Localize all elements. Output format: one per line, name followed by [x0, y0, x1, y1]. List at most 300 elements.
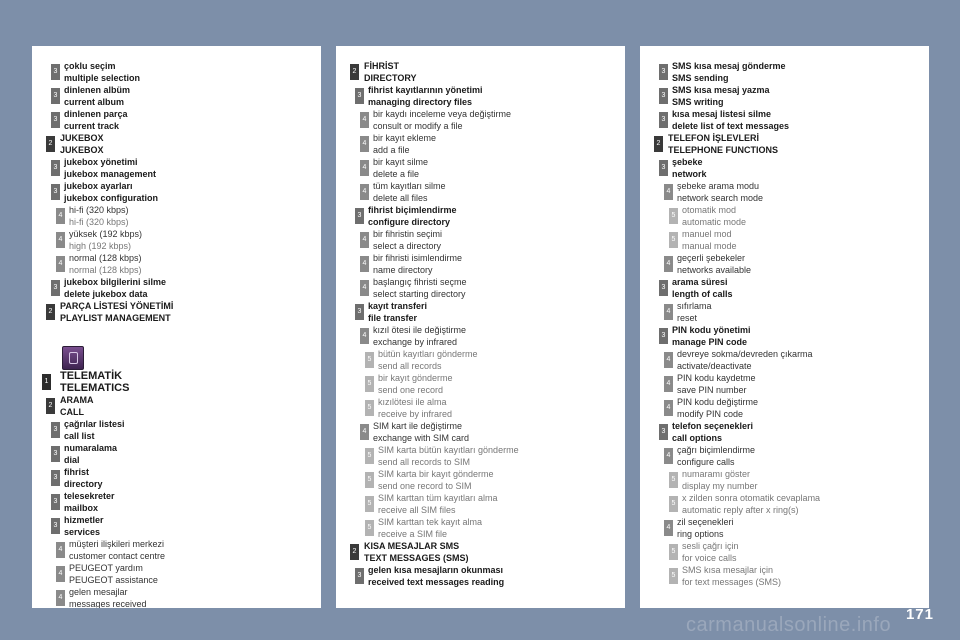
entry-label-en: SMS writing: [672, 97, 724, 107]
entry-label-tr: yüksek (192 kbps): [69, 229, 143, 239]
entry-text: [682, 540, 929, 564]
entry-text: [672, 420, 929, 444]
menu-entry: [32, 204, 321, 228]
entry-label-en: add a file: [373, 145, 410, 155]
entry-text: [672, 60, 929, 84]
menu-entry: [640, 372, 929, 396]
entry-text: [64, 418, 321, 442]
level-badge: 3: [51, 518, 60, 534]
entry-label-tr: PIN kodu kaydetme: [677, 373, 756, 383]
entry-label-tr: KISA MESAJLAR SMS: [364, 541, 460, 551]
entry-text: [378, 372, 625, 396]
menu-entry: [640, 300, 929, 324]
entry-label-en: SMS sending: [672, 73, 729, 83]
entry-label-tr: zil seçenekleri: [677, 517, 734, 527]
level-badge: 3: [51, 184, 60, 200]
level-badge: 4: [360, 184, 369, 200]
entry-label-en: save PIN number: [677, 385, 747, 395]
menu-entry: [336, 492, 625, 516]
entry-label-tr: PIN kodu yönetimi: [672, 325, 751, 335]
entry-label-tr: SMS kısa mesaj gönderme: [672, 61, 786, 71]
entry-label-en: received text messages reading: [368, 577, 505, 587]
entry-label-en: current album: [64, 97, 125, 107]
entry-label-tr: FİHRİST: [364, 61, 399, 71]
entry-label-en: JUKEBOX: [60, 145, 104, 155]
menu-entry: [640, 156, 929, 180]
menu-entry: [336, 444, 625, 468]
entry-text: [69, 586, 321, 608]
entry-label-tr: bütün kayıtları gönderme: [378, 349, 478, 359]
entry-label-en: network: [672, 169, 707, 179]
entry-label-tr: kızıl ötesi ile değiştirme: [373, 325, 467, 335]
entry-label-en: PEUGEOT assistance: [69, 575, 158, 585]
level-badge: 4: [664, 256, 673, 272]
level-badge: 3: [51, 494, 60, 510]
level-badge: 4: [360, 112, 369, 128]
entry-text: [378, 492, 625, 516]
menu-column-3: [640, 46, 929, 608]
menu-entry: [32, 394, 321, 418]
entry-label-en: configure directory: [368, 217, 451, 227]
entry-text: [69, 538, 321, 562]
entry-label-en: activate/deactivate: [677, 361, 752, 371]
entry-label-en: customer contact centre: [69, 551, 166, 561]
entry-text: [677, 516, 929, 540]
entry-text: [60, 394, 321, 418]
level-badge: 3: [659, 112, 668, 128]
entry-label-en: exchange by infrared: [373, 337, 458, 347]
entry-text: [373, 228, 625, 252]
entry-label-en: PLAYLIST MANAGEMENT: [60, 313, 171, 323]
entry-label-tr: bir kayıt gönderme: [378, 373, 453, 383]
menu-entry: [32, 370, 321, 394]
entry-label-tr: bir fihristi isimlendirme: [373, 253, 463, 263]
level-badge: 4: [664, 400, 673, 416]
entry-label-en: automatic mode: [682, 217, 747, 227]
menu-entry: [32, 180, 321, 204]
entry-label-tr: numaramı göster: [682, 469, 751, 479]
entry-label-en: for text messages (SMS): [682, 577, 782, 587]
entry-label-tr: kayıt transferi: [368, 301, 428, 311]
menu-entry: [336, 60, 625, 84]
menu-entry: [336, 132, 625, 156]
entry-label-en: send all records to SIM: [378, 457, 471, 467]
level-badge: 4: [56, 590, 65, 606]
level-badge: 3: [659, 424, 668, 440]
entry-label-en: TELEPHONE FUNCTIONS: [668, 145, 779, 155]
entry-label-en: consult or modify a file: [373, 121, 463, 131]
menu-entry: [336, 276, 625, 300]
entry-label-tr: jukebox bilgilerini silme: [64, 277, 167, 287]
level-badge: 3: [355, 304, 364, 320]
entry-label-tr: x zilden sonra otomatik cevaplama: [682, 493, 821, 503]
entry-label-en: jukebox configuration: [64, 193, 159, 203]
menu-entry: [336, 300, 625, 324]
menu-entry: [32, 442, 321, 466]
entry-label-tr: PEUGEOT yardım: [69, 563, 143, 573]
entry-label-tr: bir kaydı inceleme veya değiştirme: [373, 109, 512, 119]
level-badge: 1: [42, 374, 51, 390]
entry-label-en: call list: [64, 431, 95, 441]
entry-label-en: select a directory: [373, 241, 442, 251]
entry-text: [677, 300, 929, 324]
entry-label-en: hi-fi (320 kbps): [69, 217, 129, 227]
entry-label-en: send all records: [378, 361, 442, 371]
menu-entry: [32, 562, 321, 586]
level-badge: 5: [365, 376, 374, 392]
entry-label-en: length of calls: [672, 289, 733, 299]
entry-text: [677, 180, 929, 204]
menu-entry: [32, 108, 321, 132]
entry-label-tr: PIN kodu değiştirme: [677, 397, 759, 407]
entry-label-tr: telesekreter: [64, 491, 115, 501]
level-badge: 2: [46, 304, 55, 320]
entry-text: [60, 300, 321, 324]
entry-label-tr: manuel mod: [682, 229, 732, 239]
entry-label-en: CALL: [60, 407, 84, 417]
level-badge: 4: [56, 256, 65, 272]
entry-text: [682, 204, 929, 228]
entry-text: [64, 442, 321, 466]
entry-label-tr: fihrist kayıtlarının yönetimi: [368, 85, 483, 95]
entry-label-tr: hi-fi (320 kbps): [69, 205, 129, 215]
entry-label-en: delete a file: [373, 169, 420, 179]
entry-label-en: configure calls: [677, 457, 735, 467]
entry-label-tr: geçerli şebekeler: [677, 253, 746, 263]
entry-label-tr: otomatik mod: [682, 205, 737, 215]
entry-text: [368, 564, 625, 588]
entry-text: [682, 492, 929, 516]
level-badge: 4: [664, 304, 673, 320]
level-badge: 3: [659, 160, 668, 176]
menu-entry: [640, 324, 929, 348]
menu-entry: [32, 514, 321, 538]
level-badge: 5: [365, 520, 374, 536]
entry-label-tr: müşteri ilişkileri merkezi: [69, 539, 165, 549]
entry-label-tr: SIM karttan tüm kayıtları alma: [378, 493, 498, 503]
level-badge: 3: [355, 208, 364, 224]
entry-label-tr: çağrılar listesi: [64, 419, 125, 429]
level-badge: 3: [659, 88, 668, 104]
entry-label-tr: bir kayıt silme: [373, 157, 429, 167]
entry-text: [373, 324, 625, 348]
entry-text: [672, 324, 929, 348]
entry-text: [378, 468, 625, 492]
entry-text: [378, 444, 625, 468]
level-badge: 5: [669, 544, 678, 560]
section-gap: [32, 324, 321, 370]
level-badge: 5: [669, 232, 678, 248]
entry-text: [677, 372, 929, 396]
menu-entry: [336, 420, 625, 444]
entry-label-tr: başlangıç fihristi seçme: [373, 277, 467, 287]
entry-label-en: send one record to SIM: [378, 481, 472, 491]
entry-text: [364, 540, 625, 564]
entry-text: [64, 276, 321, 300]
menu-entry: [32, 300, 321, 324]
entry-text: [368, 204, 625, 228]
menu-entry: [640, 276, 929, 300]
entry-text: [682, 564, 929, 588]
menu-entry: [640, 444, 929, 468]
entry-label-tr: gelen mesajlar: [69, 587, 128, 597]
menu-entry: [32, 156, 321, 180]
entry-label-tr: hizmetler: [64, 515, 104, 525]
level-badge: 4: [360, 232, 369, 248]
menu-entry: [336, 108, 625, 132]
level-badge: 3: [51, 160, 60, 176]
entry-text: [60, 132, 321, 156]
level-badge: 2: [46, 136, 55, 152]
entry-label-tr: şebeke: [672, 157, 703, 167]
entry-label-tr: sıfırlama: [677, 301, 712, 311]
entry-label-en: network search mode: [677, 193, 764, 203]
level-badge: 5: [365, 448, 374, 464]
level-badge: 4: [360, 328, 369, 344]
menu-entry: [640, 252, 929, 276]
entry-text: [60, 370, 321, 394]
level-badge: 3: [355, 88, 364, 104]
entry-label-tr: sesli çağrı için: [682, 541, 739, 551]
entry-label-tr: jukebox ayarları: [64, 181, 133, 191]
menu-entry: [336, 324, 625, 348]
menu-entry: [640, 132, 929, 156]
level-badge: 5: [669, 496, 678, 512]
level-badge: 3: [659, 280, 668, 296]
menu-entry: [336, 348, 625, 372]
entry-label-tr: SIM karttan tek kayıt alma: [378, 517, 483, 527]
entry-label-en: mailbox: [64, 503, 99, 513]
entry-label-en: jukebox management: [64, 169, 157, 179]
entry-label-tr: fihrist biçimlendirme: [368, 205, 457, 215]
menu-entry: [32, 84, 321, 108]
level-badge: 3: [355, 568, 364, 584]
entry-label-en: name directory: [373, 265, 433, 275]
menu-entry: [32, 252, 321, 276]
entry-label-en: delete list of text messages: [672, 121, 790, 131]
entry-text: [64, 180, 321, 204]
entry-text: [373, 180, 625, 204]
level-badge: 3: [659, 64, 668, 80]
entry-label-en: delete jukebox data: [64, 289, 148, 299]
entry-text: [373, 252, 625, 276]
entry-label-en: messages received: [69, 599, 147, 608]
entry-text: [64, 60, 321, 84]
entry-label-tr: SMS kısa mesajlar için: [682, 565, 774, 575]
level-badge: 4: [360, 256, 369, 272]
menu-entry: [336, 516, 625, 540]
entry-label-en: manual mode: [682, 241, 737, 251]
menu-entry: [32, 60, 321, 84]
menu-entry: [336, 468, 625, 492]
entry-label-tr: bir kayıt ekleme: [373, 133, 437, 143]
menu-entry: [640, 516, 929, 540]
entry-label-tr: SIM karta bütün kayıtları gönderme: [378, 445, 519, 455]
entry-text: [672, 156, 929, 180]
menu-entry: [640, 60, 929, 84]
entry-text: [69, 252, 321, 276]
menu-entry: [32, 466, 321, 490]
entry-text: [373, 276, 625, 300]
level-badge: 4: [360, 280, 369, 296]
level-badge: 3: [51, 446, 60, 462]
menu-entry: [32, 132, 321, 156]
level-badge: 3: [51, 422, 60, 438]
menu-entry: [32, 586, 321, 608]
entry-label-en: normal (128 kbps): [69, 265, 142, 275]
entry-label-en: display my number: [682, 481, 758, 491]
entry-label-en: services: [64, 527, 101, 537]
menu-entry: [32, 276, 321, 300]
entry-label-en: exchange with SIM card: [373, 433, 470, 443]
entry-label-en: networks available: [677, 265, 752, 275]
entry-label-tr: TELEMATİK: [60, 370, 123, 382]
entry-text: [677, 252, 929, 276]
menu-entry: [32, 418, 321, 442]
entry-label-en: receive all SIM files: [378, 505, 456, 515]
level-badge: 2: [46, 398, 55, 414]
menu-entry: [640, 228, 929, 252]
entry-label-tr: şebeke arama modu: [677, 181, 760, 191]
level-badge: 5: [365, 472, 374, 488]
menu-entry: [640, 420, 929, 444]
entry-label-tr: fihrist: [64, 467, 90, 477]
menu-entry: [32, 228, 321, 252]
entry-text: [64, 490, 321, 514]
entry-text: [364, 60, 625, 84]
entry-label-en: manage PIN code: [672, 337, 748, 347]
menu-entry: [640, 84, 929, 108]
menu-entry: [336, 252, 625, 276]
entry-label-en: call options: [672, 433, 723, 443]
entry-label-en: high (192 kbps): [69, 241, 132, 251]
level-badge: 3: [659, 328, 668, 344]
menu-entry: [640, 468, 929, 492]
entry-text: [378, 396, 625, 420]
entry-label-tr: numaralama: [64, 443, 118, 453]
entry-label-en: file transfer: [368, 313, 418, 323]
entry-label-en: delete all files: [373, 193, 428, 203]
entry-text: [64, 84, 321, 108]
entry-text: [373, 156, 625, 180]
menu-entry: [640, 108, 929, 132]
level-badge: 5: [669, 208, 678, 224]
level-badge: 3: [51, 112, 60, 128]
level-badge: 2: [350, 64, 359, 80]
entry-text: [378, 516, 625, 540]
entry-text: [373, 420, 625, 444]
entry-label-tr: SIM kart ile değiştirme: [373, 421, 463, 431]
entry-label-en: TEXT MESSAGES (SMS): [364, 553, 469, 563]
level-badge: 4: [360, 424, 369, 440]
menu-entry: [336, 228, 625, 252]
entry-label-en: directory: [64, 479, 103, 489]
menu-entry: [336, 396, 625, 420]
menu-entry: [640, 204, 929, 228]
level-badge: 2: [350, 544, 359, 560]
entry-label-en: receive by infrared: [378, 409, 453, 419]
menu-entry: [336, 156, 625, 180]
entry-label-tr: SMS kısa mesaj yazma: [672, 85, 770, 95]
level-badge: 4: [56, 566, 65, 582]
entry-text: [373, 132, 625, 156]
entry-text: [368, 300, 625, 324]
level-badge: 4: [664, 352, 673, 368]
entry-text: [368, 84, 625, 108]
entry-label-tr: JUKEBOX: [60, 133, 104, 143]
level-badge: 4: [664, 520, 673, 536]
menu-entry: [32, 490, 321, 514]
entry-label-tr: normal (128 kbps): [69, 253, 142, 263]
menu-column-1: [32, 46, 321, 608]
entry-text: [64, 156, 321, 180]
entry-label-tr: devreye sokma/devreden çıkarma: [677, 349, 813, 359]
page-number: 171: [905, 606, 934, 623]
entry-label-tr: ARAMA: [60, 395, 94, 405]
level-badge: 4: [664, 376, 673, 392]
level-badge: 3: [51, 470, 60, 486]
entry-label-en: send one record: [378, 385, 444, 395]
entry-label-tr: çoklu seçim: [64, 61, 116, 71]
menu-entry: [640, 492, 929, 516]
menu-entry: [336, 540, 625, 564]
level-badge: 2: [654, 136, 663, 152]
entry-label-en: modify PIN code: [677, 409, 744, 419]
entry-text: [64, 108, 321, 132]
entry-text: [677, 348, 929, 372]
entry-text: [69, 228, 321, 252]
entry-text: [64, 466, 321, 490]
entry-text: [682, 228, 929, 252]
entry-label-en: automatic reply after x ring(s): [682, 505, 799, 515]
menu-entry: [640, 180, 929, 204]
level-badge: 3: [51, 280, 60, 296]
entry-label-tr: çağrı biçimlendirme: [677, 445, 756, 455]
entry-label-en: reset: [677, 313, 698, 323]
entry-label-en: select starting directory: [373, 289, 466, 299]
menu-entry: [336, 204, 625, 228]
entry-label-tr: gelen kısa mesajların okunması: [368, 565, 504, 575]
menu-entry: [336, 564, 625, 588]
entry-label-en: DIRECTORY: [364, 73, 417, 83]
menu-column-2: [336, 46, 625, 608]
entry-text: [378, 348, 625, 372]
entry-text: [682, 468, 929, 492]
level-badge: 4: [56, 208, 65, 224]
entry-label-en: for voice calls: [682, 553, 737, 563]
entry-text: [373, 108, 625, 132]
entry-text: [672, 108, 929, 132]
entry-text: [64, 514, 321, 538]
entry-text: [672, 276, 929, 300]
entry-label-tr: kızılötesi ile alma: [378, 397, 447, 407]
level-badge: 3: [51, 88, 60, 104]
level-badge: 5: [365, 400, 374, 416]
menu-entry: [336, 84, 625, 108]
entry-label-en: receive a SIM file: [378, 529, 448, 539]
level-badge: 4: [360, 160, 369, 176]
level-badge: 4: [56, 542, 65, 558]
menu-entry: [640, 396, 929, 420]
entry-label-en: multiple selection: [64, 73, 141, 83]
entry-label-en: managing directory files: [368, 97, 473, 107]
entry-label-en: ring options: [677, 529, 724, 539]
entry-label-tr: TELEFON İŞLEVLERİ: [668, 133, 760, 143]
entry-label-en: TELEMATICS: [60, 382, 130, 394]
entry-text: [672, 84, 929, 108]
entry-label-tr: dinlenen albüm: [64, 85, 131, 95]
entry-label-tr: telefon seçenekleri: [672, 421, 754, 431]
